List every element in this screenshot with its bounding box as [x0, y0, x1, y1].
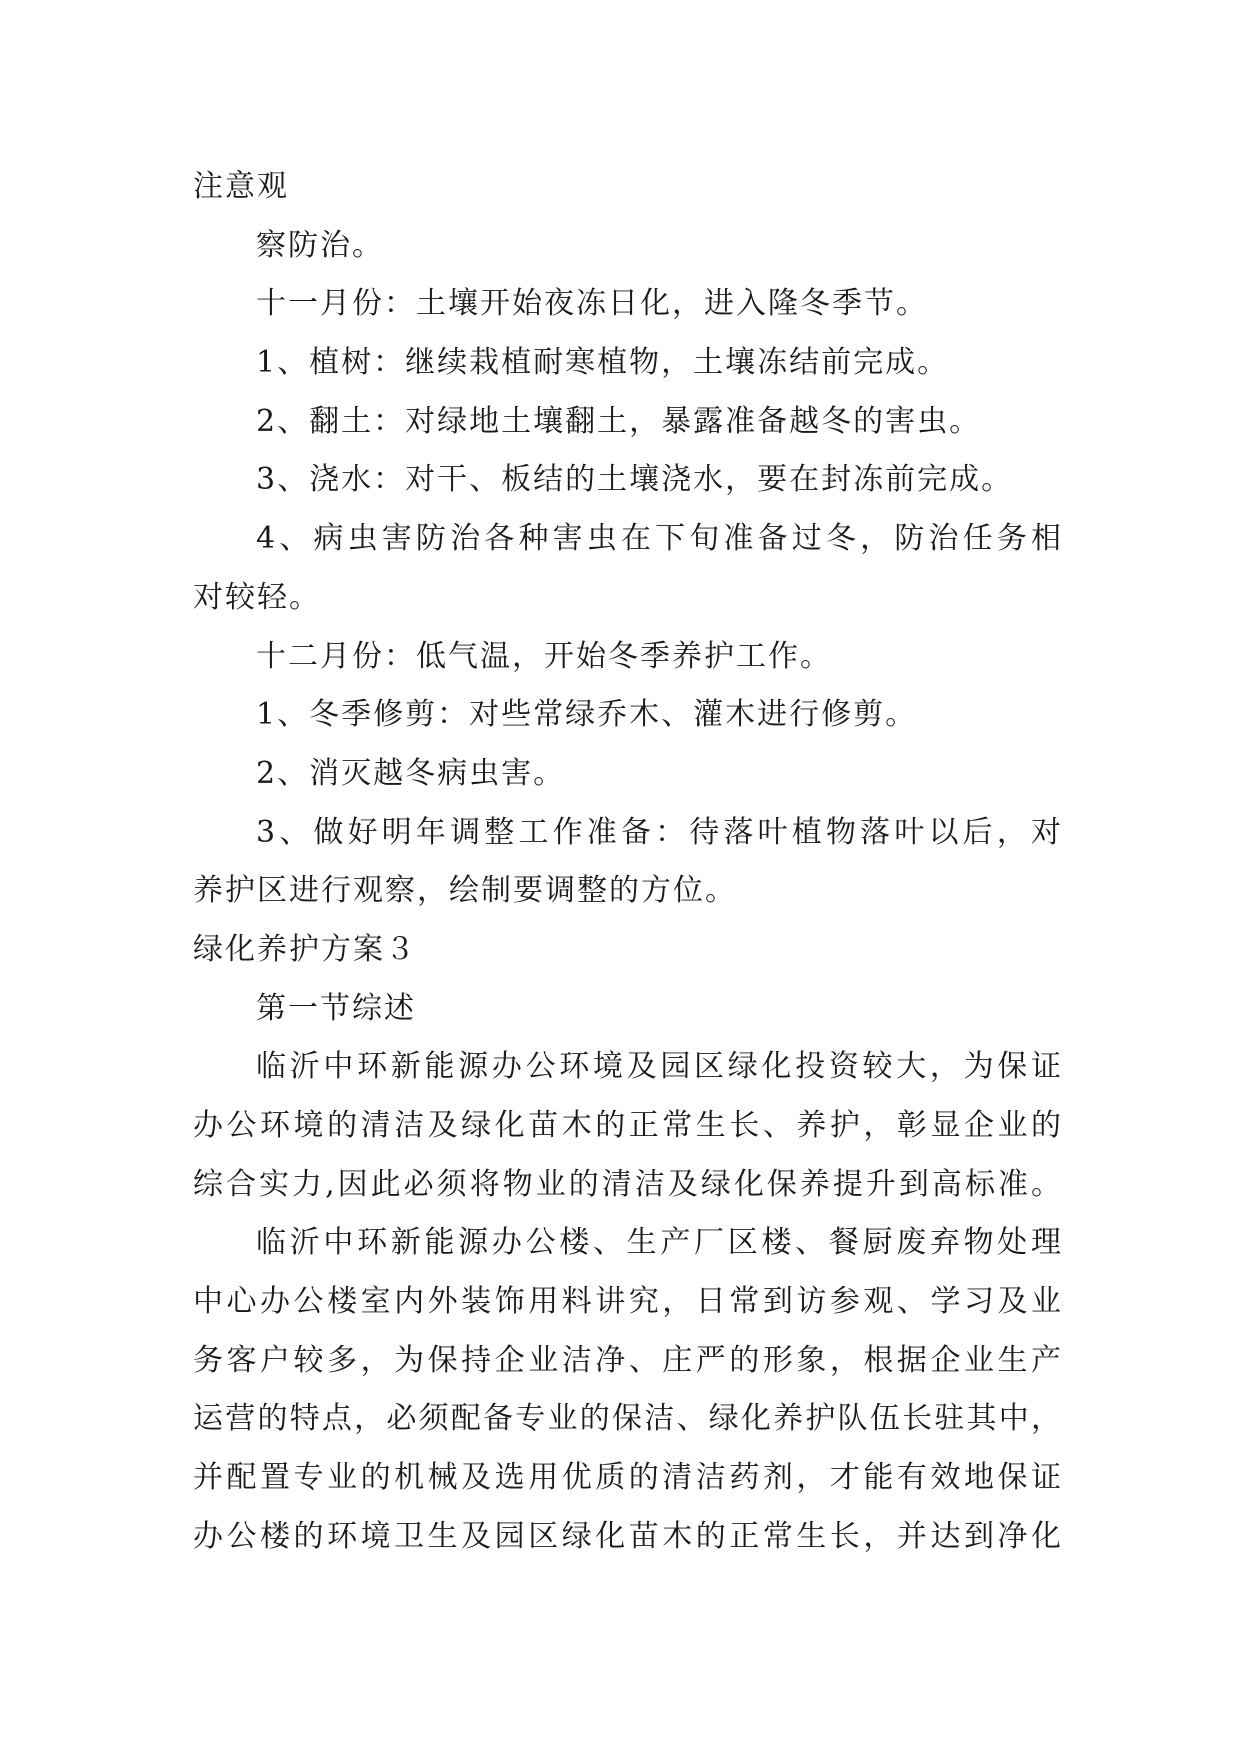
text-line: 注意观 — [193, 169, 289, 204]
text-line: 养护区进行观察，绘制要调整的方位。 — [193, 873, 737, 909]
paragraph-line: 临沂中环新能源办公环境及园区绿化投资较大，为保证 — [256, 1049, 1063, 1085]
paragraph-line: 临沂中环新能源办公楼、生产厂区楼、餐厨废弃物处理 — [256, 1225, 1063, 1261]
list-item: 2、翻土：对绿地土壤翻土，暴露准备越冬的害虫。 — [256, 403, 982, 439]
list-item: 2、消灭越冬病虫害。 — [256, 755, 566, 791]
list-item: 1、植树：继续栽植耐寒植物，土壤冻结前完成。 — [256, 345, 950, 381]
paragraph-line: 办公楼的环境卫生及园区绿化苗木的正常生长，并达到净化 — [193, 1518, 1063, 1554]
paragraph-line: 务客户较多，为保持企业洁净、庄严的形象，根据企业生产 — [193, 1342, 1063, 1378]
paragraph-line: 综合实力,因此必须将物业的清洁及绿化保养提升到高标准。 — [193, 1166, 1063, 1202]
section-heading: 绿化养护方案３ — [193, 931, 417, 967]
paragraph-line: 中心办公楼室内外装饰用料讲究，日常到访参观、学习及业 — [193, 1284, 1063, 1320]
list-item: 1、冬季修剪：对些常绿乔木、灌木进行修剪。 — [256, 697, 918, 733]
list-item: 3、浇水：对干、板结的土壤浇水，要在封冻前完成。 — [256, 462, 1014, 498]
document-page — [193, 158, 1063, 1567]
text-line: 对较轻。 — [193, 579, 321, 615]
subsection-heading: 第一节综述 — [256, 990, 416, 1026]
list-item: 4、病虫害防治各种害虫在下旬准备过冬，防治任务相 — [256, 521, 1063, 557]
paragraph-line: 运营的特点，必须配备专业的保洁、绿化养护队伍长驻其中， — [193, 1401, 1063, 1437]
list-item: 3、做好明年调整工作准备：待落叶植物落叶以后，对 — [256, 814, 1063, 850]
text-line: 十二月份：低气温，开始冬季养护工作。 — [256, 638, 832, 674]
paragraph-line: 并配置专业的机械及选用优质的清洁药剂，才能有效地保证 — [193, 1460, 1063, 1496]
text-line: 察防治。 — [256, 227, 384, 263]
paragraph-line: 办公环境的清洁及绿化苗木的正常生长、养护，彰显企业的 — [193, 1108, 1063, 1143]
text-line: 十一月份：土壤开始夜冻日化，进入隆冬季节。 — [256, 286, 928, 322]
